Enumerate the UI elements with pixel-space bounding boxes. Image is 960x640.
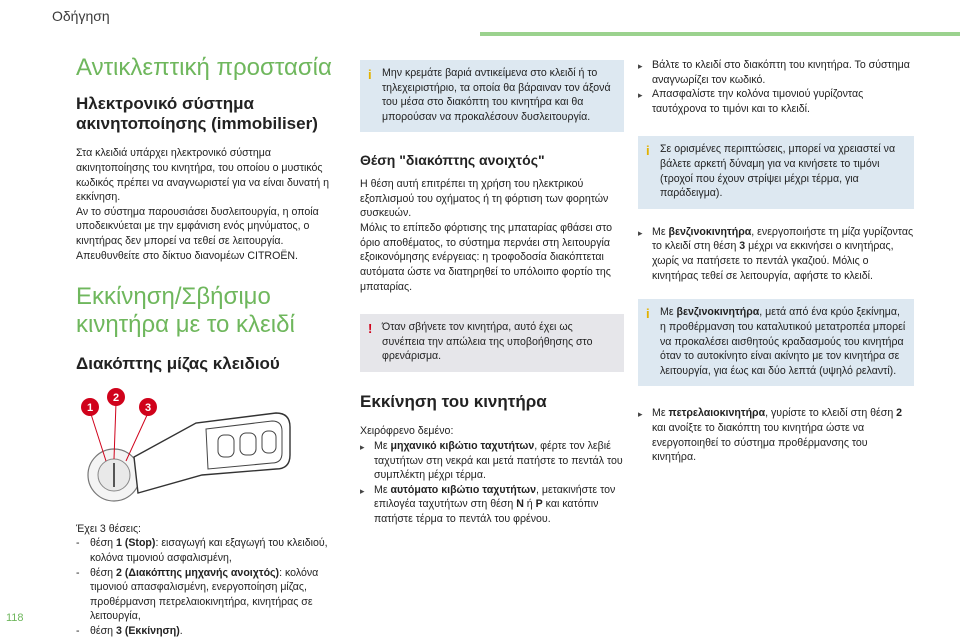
immobiliser-paragraph-1: Στα κλειδιά υπάρχει ηλεκτρονικό σύστημα ακινητοποίησης του κινητήρα, του οποίου ο μυστικός κωδικός πρέπει να αναγνωριστεί για να είναι δυνατή η εκκίνηση. bbox=[76, 147, 329, 204]
callout-2-label: 2 bbox=[112, 391, 120, 404]
ignition-switch-heading: Διακόπτης μίζας κλειδιού bbox=[76, 354, 280, 374]
diesel-step: ▸ Με πετρελαιοκινητήρα, γυρίστε το κλειδί στη θέση 2 και ανοίξτε το διακόπτη του κινητήρα ώστε να ενεργοποιηθεί το σύστημα προθέρμανσης του κινητήρα. bbox=[638, 407, 903, 464]
info-icon: i bbox=[368, 67, 372, 82]
note-petrol-cold-start: i Με βενζινοκινητήρα, μετά από ένα κρύο ξεκίνημα, η προθέρμανση του καταλυτικού μετατροπέα μπορεί να προκαλέσει αισθητούς κραδασμούς του κινητήρα όταν το αυτοκίνητο είναι ακίνητο με τον κινητήρα σε λειτουργία, για έως και δύο λεπτά (υψηλό ρελαντί). bbox=[638, 299, 914, 386]
step-item: ▸ Με μηχανικό κιβώτιο ταχυτήτων, φέρτε τον λεβιέ ταχυτήτων στη νεκρά και μετά πατήστε το πεντάλ του συμπλέκτη μέχρι τέρμα. bbox=[360, 439, 623, 482]
column-middle bbox=[360, 60, 624, 527]
start-stop-title: Εκκίνηση/Σβήσιμο κινητήρα με το κλειδί bbox=[76, 283, 295, 338]
callout-3-label: 3 bbox=[144, 401, 152, 414]
step-item: ▸ Με αυτόματο κιβώτιο ταχυτήτων, μετακινήστε τον επιλογέα ταχυτήτων στη θέση N ή P και κατόπιν πατήστε τέρμα το πεντάλ του φρένου. bbox=[360, 483, 616, 525]
immobiliser-paragraph-2: Αν το σύστημα παρουσιάσει δυσλειτουργία, η οποία υποδεικνύεται με την εμφάνιση ενός μηνύματος, ο κινητήρας δεν μπορεί να τεθεί σε λειτουργία. bbox=[76, 205, 319, 248]
info-icon: i bbox=[646, 143, 650, 159]
section-title: Οδήγηση bbox=[52, 8, 110, 24]
positions-list bbox=[76, 536, 344, 638]
ignition-on-paragraph-1: Η θέση αυτή επιτρέπει τη χρήση του ηλεκτρικού εξοπλισμού του οχήματος ή τη φόρτιση των φορητών συσκευών. bbox=[360, 178, 609, 220]
handbrake-text: Χειρόφρενο δεμένο: bbox=[360, 425, 454, 438]
arrow-icon: ▸ bbox=[638, 409, 643, 420]
step-item: ▸ Απασφαλίστε την κολόνα τιμονιού γυρίζοντας ταυτόχρονα το τιμόνι και το κλειδί. bbox=[638, 88, 864, 115]
ignition-on-paragraph-2: Μόλις το επίπεδο φόρτισης της μπαταρίας φθάσει στο όριο αποθέματος, το σύστημα περνάει στη λειτουργία εξοικονόμησης ενέργειας: η τροφοδοσία διακόπτεται αυτόματα ώστε να διατηρηθεί το υπόλοιπο φορτίο της μπαταρίας. bbox=[360, 222, 613, 293]
engine-start-heading: Εκκίνηση του κινητήρα bbox=[360, 391, 547, 411]
positions-intro: Έχει 3 θέσεις: bbox=[76, 522, 142, 535]
column-left bbox=[76, 54, 344, 639]
note-heavy-objects: i Μην κρεμάτε βαριά αντικείμενα στο κλειδί ή το τηλεχειριστήριο, τα οποία θα βάραιναν τον άξονά του μέσα στο διακόπτη του κινητήρα και θα μπορούσαν να προκαλέσουν δυσλειτουργία. bbox=[360, 60, 624, 132]
position-item: - θέση 3 (Εκκίνηση). bbox=[76, 625, 183, 638]
page-header bbox=[0, 0, 960, 40]
immobiliser-heading: Ηλεκτρονικό σύστημα ακινητοποίησης (immobiliser) bbox=[76, 93, 318, 133]
header-accent-bar bbox=[480, 32, 960, 36]
arrow-icon: ▸ bbox=[638, 227, 643, 238]
ignition-on-heading: Θέση "διακόπτης ανοιχτός" bbox=[360, 152, 545, 169]
arrow-icon: ▸ bbox=[638, 90, 643, 101]
step-item: ▸ Βάλτε το κλειδί στο διακόπτη του κινητήρα. Το σύστημα αναγνωρίζει τον κωδικό. bbox=[638, 59, 910, 86]
warning-icon: ! bbox=[368, 321, 373, 337]
main-title: Αντικλεπτική προστασία bbox=[76, 54, 332, 81]
position-item: - θέση 2 (Διακόπτης μηχανής ανοιχτός): κολόνα τιμονιού απασφαλισμένη, ενεργοποίηση μίζας, προθέρμανση πετρελαιοκινητήρα, κινητήρας σε λειτουργία, bbox=[76, 566, 319, 623]
info-icon: i bbox=[646, 306, 650, 322]
petrol-step: ▸ Με βενζινοκινητήρα, ενεργοποιήστε τη μίζα γυρίζοντας το κλειδί στη θέση 3 μέχρι να εκκινήσει ο κινητήρας, χωρίς να πατήσετε το πεντάλ γκαζιού. Μόλις ο κινητήρας τεθεί σε λειτουργία, αφήστε το κλειδί. bbox=[638, 225, 914, 282]
warning-braking: ! Όταν σβήνετε τον κινητήρα, αυτό έχει ως συνέπεια την απώλεια της υποβοήθησης στο φρενάρισμα. bbox=[360, 314, 624, 372]
key-ignition-illustration bbox=[76, 383, 296, 513]
column-right bbox=[638, 58, 914, 465]
immobiliser-paragraph-3: Απευθυνθείτε στο δίκτυο διανομέων CITROËN. bbox=[76, 249, 298, 262]
position-item: - θέση 1 (Stop): εισαγωγή και εξαγωγή του κλειδιού, κολόνα τιμονιού ασφαλισμένη, bbox=[76, 537, 328, 565]
arrow-icon: ▸ bbox=[360, 485, 365, 496]
page-number: 118 bbox=[6, 612, 24, 624]
arrow-icon: ▸ bbox=[638, 61, 643, 71]
arrow-icon: ▸ bbox=[360, 441, 365, 452]
note-steering-force: i Σε ορισμένες περιπτώσεις, μπορεί να χρειαστεί να βάλετε αρκετή δύναμη για να κινήσετε το τιμόνι (τροχοί που έχουν στρίψει μέχρι τέρμα, για παράδειγμα). bbox=[638, 136, 914, 208]
callout-1-label: 1 bbox=[86, 401, 94, 414]
